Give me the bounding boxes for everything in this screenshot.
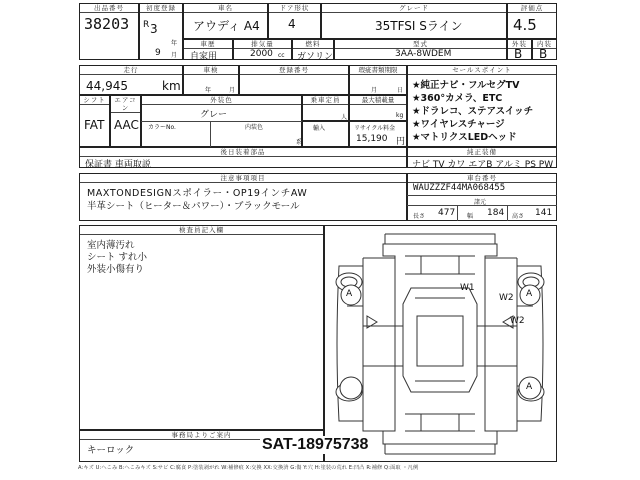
load-unit: kg [396,112,404,119]
sales-point-item: ★ワイヤレスチャージ [412,119,505,130]
inspector-label: 検査員記入欄 [80,226,323,235]
auction-stamp: SAT-18975738 [262,436,369,453]
deadline-day-unit: 日 [397,87,404,94]
interior-grade: B [539,47,548,61]
load-label: 最大積載量 [350,96,406,105]
color-label: 外装色 [142,96,301,105]
category: 自家用 [190,52,218,62]
damage-mark: W1 [460,283,475,293]
sales-point-item: ★360°カメラ、ETC [412,93,503,104]
shift-label: シフト [80,96,109,105]
category-label: 車歴 [184,40,232,49]
damage-mark: A [526,289,533,299]
mileage-unit: km [162,79,181,93]
doors: 4 [288,17,296,31]
first-reg-label: 初度登録 [140,4,182,13]
recycle-unit: 円 [396,137,406,147]
doors-label: ドア形状 [269,4,320,13]
office-text: キーロック [87,445,135,456]
inspector-line: シート すれ小 [87,252,148,263]
vin: WAUZZZF44MA068455 [413,183,506,193]
color: グレー [200,110,228,120]
era: R [143,20,150,30]
month-unit: 月 [171,52,178,59]
lot-label: 出品番号 [80,4,138,13]
damage-mark: W2 [510,316,525,326]
grade-label: グレード [322,4,506,13]
model: 3AA-8WDEM [395,49,452,59]
notes-label: 注意事項項目 [80,174,406,183]
registration-label: 登録番号 [240,66,348,75]
office-label: 事務局よりご案内 [80,431,323,440]
grade: 35TFSI Sライン [375,19,463,33]
import-box [302,121,349,147]
recycle-fee-label: リサイクル料金 [354,125,396,132]
exterior-label: 外装 [508,40,531,49]
sales-point-item: ★マトリクスLEDヘッド [412,132,517,143]
sales-point-item: ★ドラレコ、ステアスイッチ [412,106,534,117]
car-diagram [325,226,556,461]
note-line: 半革シート（ヒーター＆パワー）・ブラックモール [87,201,300,212]
fuel: ガソリン [297,52,334,62]
inspection-month-unit: 月 [229,87,236,94]
height: 141 [535,208,553,218]
retrofit-label: 後日装着部品 [80,148,406,157]
mileage-label: 走行 [80,66,182,75]
height-label: 高さ [512,213,525,220]
deadline-month-unit: 月 [371,87,378,94]
import-suffix: 系 [296,139,303,146]
year-unit: 年 [171,40,178,47]
color-no-label: カラーNo. [148,124,176,131]
reg-month: 9 [155,48,161,58]
inspector-line: 外装小傷有り [87,264,145,275]
car-name: アウディ A4 [193,19,260,33]
displacement: 2000 [250,49,273,59]
score: 4.5 [513,16,537,34]
import-label: 輸入 [313,125,326,132]
width: 184 [487,208,505,218]
exterior-grade: B [514,47,523,61]
length: 477 [438,208,456,218]
inspection-label: 車検 [184,66,238,75]
inspector-line: 室内薄汚れ [87,240,135,251]
sales-point-label: セールスポイント [408,66,556,75]
displacement-label: 排気量 [234,40,291,49]
ac-label: エアコン [111,96,140,113]
recycle-fee: 15,190 [356,134,388,144]
genuine-label: 純正装備 [408,148,556,157]
chassis-label: 車台番号 [408,174,556,183]
note-line: MAXTONDESIGNスポイラー・OP19インチAW [87,188,308,199]
damage-mark: A [526,382,533,392]
car-name-label: 車名 [184,4,267,13]
shift: FAT [84,118,105,132]
mileage: 44,945 [86,79,128,93]
score-label: 評価点 [508,4,556,13]
damage-mark: W2 [499,293,514,303]
document-deadline-label: 瑕疵書類期限 [350,66,406,75]
capacity-unit: 人 [341,114,348,121]
reg-year: 3 [150,22,158,36]
length-label: 長さ [413,213,426,220]
damage-mark: A [346,289,353,299]
dims-label: 諸元 [474,199,487,206]
legend: A:キズ U:へこみ B:へこみキズ S:サビ C:腐食 P:塗装剥がれ W:補修痕 X:交換 XX:交換済 G:傷 Y:穴 H:塗装の荒れ E:凹凸 R:補修 Q:面取 ・凡例 [78,465,419,471]
lot-number: 38203 [84,15,130,33]
capacity-label: 乗車定員 [303,96,348,105]
interior-label: 内装 [533,40,556,49]
genuine-text: ナビ TV カワ エアB アルミ PS PW [412,160,554,170]
model-label: 型式 [335,40,506,49]
displacement-unit: cc [278,52,285,59]
fuel-label: 燃料 [293,40,333,49]
ac: AAC [114,118,139,132]
inspection-year-unit: 年 [205,87,212,94]
width-label: 幅 [467,213,474,220]
interior-color-label: 内装色 [245,124,264,131]
retrofit-text: 保証書 車両取説 [85,160,151,170]
sales-point-item: ★純正ナビ・フルセグTV [412,80,520,91]
